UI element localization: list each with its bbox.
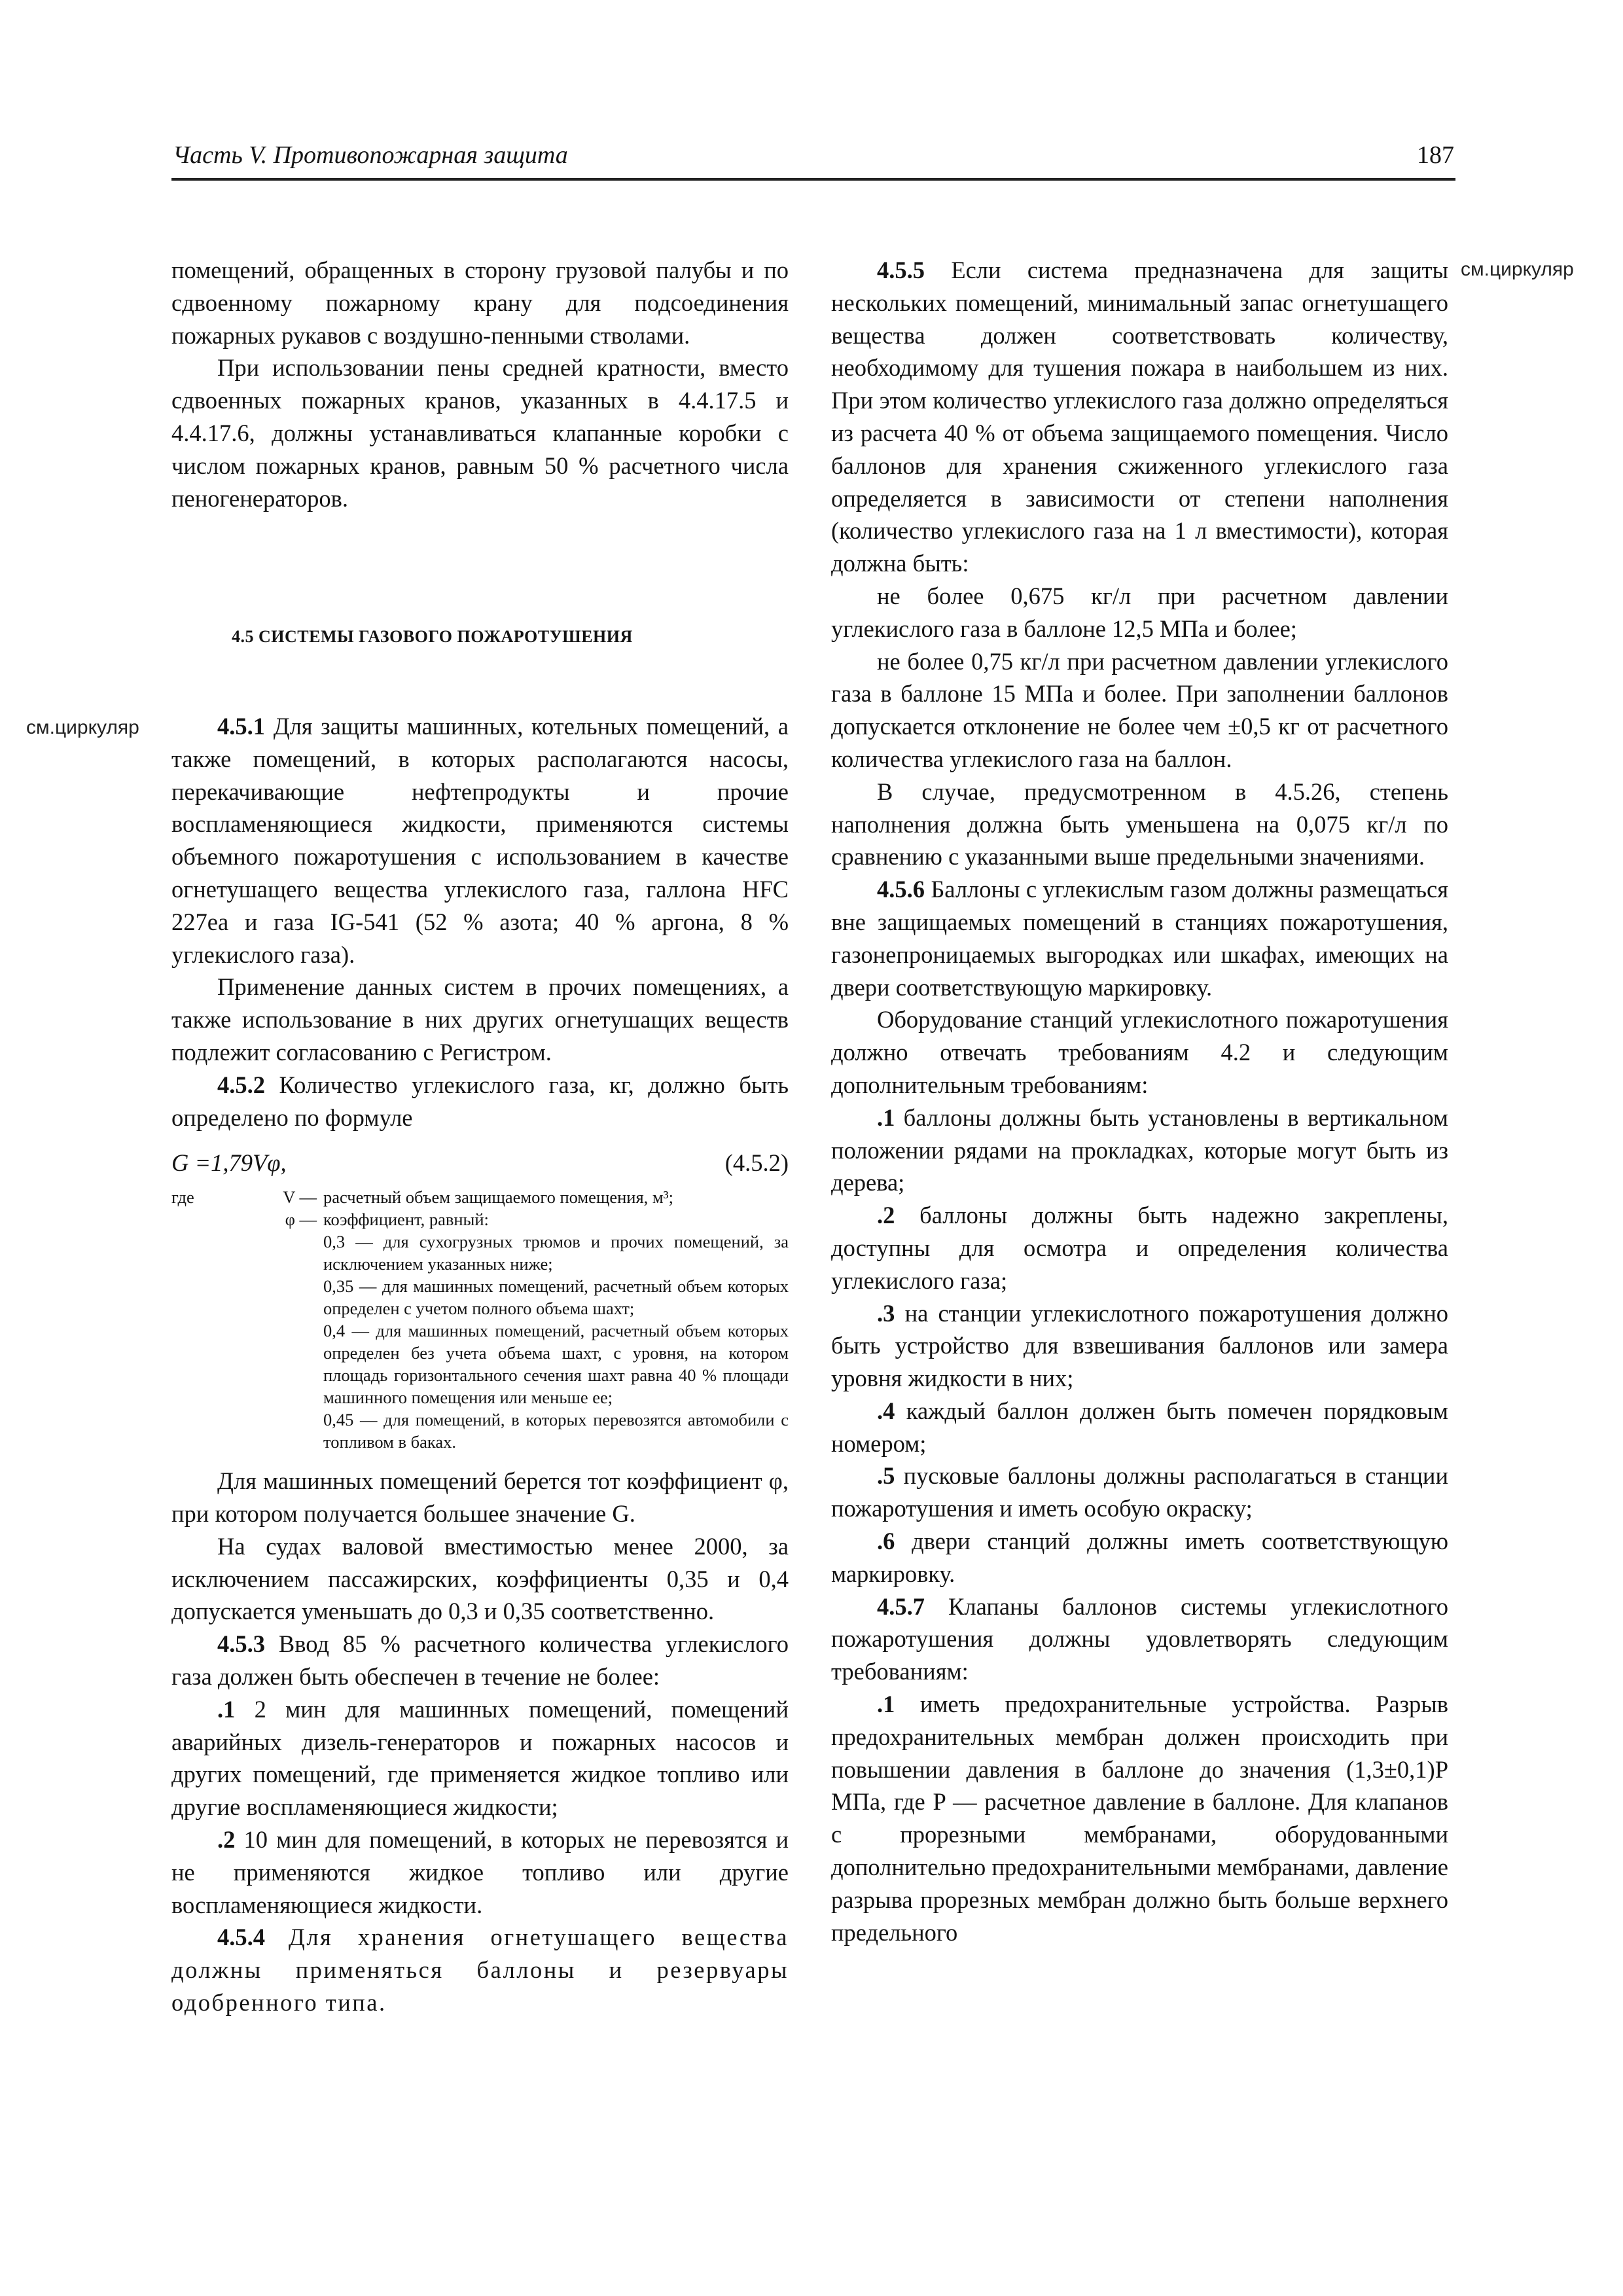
- page-number: 187: [1417, 141, 1454, 169]
- paragraph: не более 0,75 кг/л при расчетном давлении углекислого газа в баллоне 15 МПа и более. При заполнении баллонов допускается отклонение не более чем ±0,5 кг от расчетного количества углекислого газа на баллон.: [831, 647, 1448, 772]
- paragraph: Для машинных помещений берется тот коэффициент φ, при котором получается большее значение G.: [171, 1467, 789, 1527]
- item-text: баллоны должны быть надежно закреплены, доступны для осмотра и определения количества углекислого газа;: [831, 1202, 1448, 1294]
- clause-4-5-6: [831, 873, 1448, 1003]
- symbol-phi-definition: коэффициент, равный:: [323, 1210, 489, 1230]
- formula: G =1,79Vφ,: [171, 1149, 287, 1177]
- clause-number: 4.5.1: [217, 713, 265, 740]
- item-text: 10 мин для помещений, в которых не перевозятся и не применяются жидкое топливо или другие воспламеняющиеся жидкости.: [171, 1825, 789, 1918]
- clause-number: 4.5.7: [877, 1592, 925, 1620]
- clause-number: 4.5.4: [217, 1924, 265, 1951]
- paragraph: Применение данных систем в прочих помещениях, а также использование в них других огнетушащих веществ подлежит согласованию с Регистром.: [171, 973, 789, 1066]
- item-text: баллоны должны быть установлены в вертикальном положении рядами на прокладках, которые могут быть из дерева;: [831, 1103, 1449, 1196]
- item-number: .3: [877, 1299, 895, 1327]
- clause-4-5-1: [171, 710, 789, 971]
- paragraph: На судах валовой вместимостью менее 2000, за исключением пассажирских, коэффициенты 0,35 и 0,4 допускается уменьшать до 0,3 и 0,35 соответственно.: [171, 1532, 789, 1625]
- symbol-phi: φ —: [285, 1210, 317, 1230]
- margin-note-right[interactable]: см.циркуляр: [1461, 259, 1574, 280]
- left-column-top: [171, 254, 789, 514]
- clause-4-5-5: [831, 254, 1448, 580]
- paragraph: В случае, предусмотренном в 4.5.26, степень наполнения должна быть уменьшена на 0,075 кг/л по сравнению с указанными выше предельными значениями.: [831, 778, 1448, 870]
- item-number: .2: [217, 1825, 236, 1853]
- clause-4-5-7: [831, 1590, 1448, 1688]
- item-text: пусковые баллоны должны располагаться в станции пожаротушения и иметь особую окраску;: [831, 1462, 1449, 1522]
- list-item: [171, 1823, 789, 1921]
- clause-text: Количество углекислого газа, кг, должно быть определено по формуле: [171, 1071, 789, 1131]
- item-text: иметь предохранительные устройства. Разрыв предохранительных мембран должен происходить при повышении давления в баллоне до значения (1,3±0,1)P МПа, где P — расчетное давление в баллоне. Для клапанов с прорезными мембранами, оборудованными дополнительно предохранительными мембранами, давление разрыва прорезных мембран должно быть больше верхнего предельного: [831, 1691, 1449, 1946]
- item-number: .6: [877, 1528, 895, 1555]
- item-number: .1: [877, 1691, 895, 1718]
- paragraph: помещений, обращенных в сторону грузовой палубы и по сдвоенному пожарному крану для подсоединения пожарных рукавов с воздушно-пенными стволами.: [171, 257, 789, 349]
- clause-text: Баллоны с углекислым газом должны размещаться вне защищаемых помещений в станциях пожаротушения, газонепроницаемых выгородках или шкафах, имеющих на двери соответствующую маркировку.: [831, 876, 1448, 1001]
- clause-number: 4.5.3: [217, 1630, 265, 1658]
- formula-number: (4.5.2): [724, 1149, 789, 1177]
- paragraph: не более 0,675 кг/л при расчетном давлении углекислого газа в баллоне 12,5 МПа и более;: [831, 582, 1448, 642]
- item-number: .4: [877, 1397, 895, 1424]
- symbol-v: V —: [283, 1187, 317, 1208]
- clause-text: Для защиты машинных, котельных помещений, а также помещений, в которых располагаются насосы, перекачивающие нефтепродукты и прочие воспламеняющиеся жидкости, применяются системы объемного пожаротушения с использованием в качестве огнетушащего вещества углекислого газа, галлона HFC 227ea и газа IG-541 (52 % азота; 40 % аргона, 8 % углекислого газа).: [171, 713, 789, 968]
- clause-number: 4.5.5: [877, 257, 925, 283]
- list-item: [831, 1688, 1448, 1948]
- clause-4-5-4: [171, 1921, 789, 2018]
- item-text: каждый баллон должен быть помечен порядковым номером;: [831, 1397, 1448, 1457]
- formula-line: [171, 1147, 789, 1179]
- item-text: на станции углекислотного пожаротушения должно быть устройство для взвешивания баллонов или замера уровня жидкости в них;: [831, 1299, 1448, 1392]
- item-number: .5: [877, 1462, 895, 1490]
- clause-text: Для хранения огнетушащего вещества должны применяться баллоны и резервуары одобренного типа.: [171, 1924, 789, 2016]
- clause-4-5-2: [171, 1069, 789, 1134]
- header-rule: [171, 178, 1455, 181]
- left-column-main: [171, 710, 789, 2019]
- phi-value: 0,45 — для помещений, в которых перевозятся автомобили с топливом в баках.: [323, 1410, 789, 1452]
- symbol-v-definition: расчетный объем защищаемого помещения, м³;: [323, 1187, 673, 1208]
- list-item: [831, 1199, 1448, 1297]
- paragraph: Оборудование станций углекислотного пожаротушения должно отвечать требованиям 4.2 и следующим дополнительным требованиям:: [831, 1006, 1448, 1098]
- item-number: .1: [217, 1695, 236, 1723]
- list-item: [831, 1525, 1448, 1590]
- phi-value: 0,3 — для сухогрузных трюмов и прочих помещений, за исключением указанных ниже;: [323, 1232, 789, 1274]
- where-label: где: [171, 1187, 194, 1208]
- list-item: [831, 1297, 1448, 1395]
- clause-text: Ввод 85 % расчетного количества углекислого газа должен быть обеспечен в течение не более:: [171, 1630, 789, 1690]
- running-header-title: Часть V. Противопожарная защита: [173, 141, 568, 169]
- list-item: [831, 1460, 1448, 1525]
- clause-number: 4.5.6: [877, 876, 925, 903]
- list-item: [171, 1693, 789, 1823]
- phi-value: 0,4 — для машинных помещений, расчетный объем которых определен без учета объема шахт, с уровня, на котором площадь горизонтального сечения шахт равна 40 % площади машинного помещения или меньше ее;: [323, 1321, 789, 1408]
- item-text: 2 мин для машинных помещений, помещений аварийных дизель-генераторов и пожарных насосов и других помещений, где применяется жидкое топливо или другие воспламеняющиеся жидкости;: [171, 1695, 789, 1821]
- item-number: .2: [877, 1202, 895, 1229]
- clause-text: Клапаны баллонов системы углекислотного пожаротушения должны удовлетворять следующим требованиям:: [831, 1592, 1449, 1685]
- formula-legend: [171, 1186, 789, 1453]
- list-item: [831, 1395, 1448, 1460]
- section-heading: 4.5 СИСТЕМЫ ГАЗОВОГО ПОЖАРОТУШЕНИЯ: [232, 627, 633, 646]
- paragraph: При использовании пены средней кратности, вместо сдвоенных пожарных кранов, указанных в 4.4.17.5 и 4.4.17.6, должны устанавливаться клапанные коробки с числом пожарных кранов, равным 50 % расчетного числа пеногенераторов.: [171, 354, 789, 512]
- right-column: [831, 254, 1448, 1948]
- clause-4-5-3: [171, 1628, 789, 1693]
- clause-text: Если система предназначена для защиты нескольких помещений, минимальный запас огнетушащего вещества должен соответствовать количеству, необходимому для тушения пожара в наибольшем из них. При этом количество углекислого газа должно определяться из расчета 40 % от объема защищаемого помещения. Число баллонов для хранения сжиженного углекислого газа определяется в зависимости от степени наполнения (количество углекислого газа на 1 л вместимости), которая должна быть:: [831, 257, 1448, 577]
- margin-note-left[interactable]: см.циркуляр: [26, 717, 139, 738]
- phi-value: 0,35 — для машинных помещений, расчетный объем которых определен с учетом полного объема шахт;: [323, 1276, 789, 1319]
- list-item: [831, 1102, 1448, 1199]
- item-text: двери станций должны иметь соответствующую маркировку.: [831, 1528, 1448, 1587]
- clause-number: 4.5.2: [217, 1071, 265, 1098]
- item-number: .1: [877, 1103, 895, 1131]
